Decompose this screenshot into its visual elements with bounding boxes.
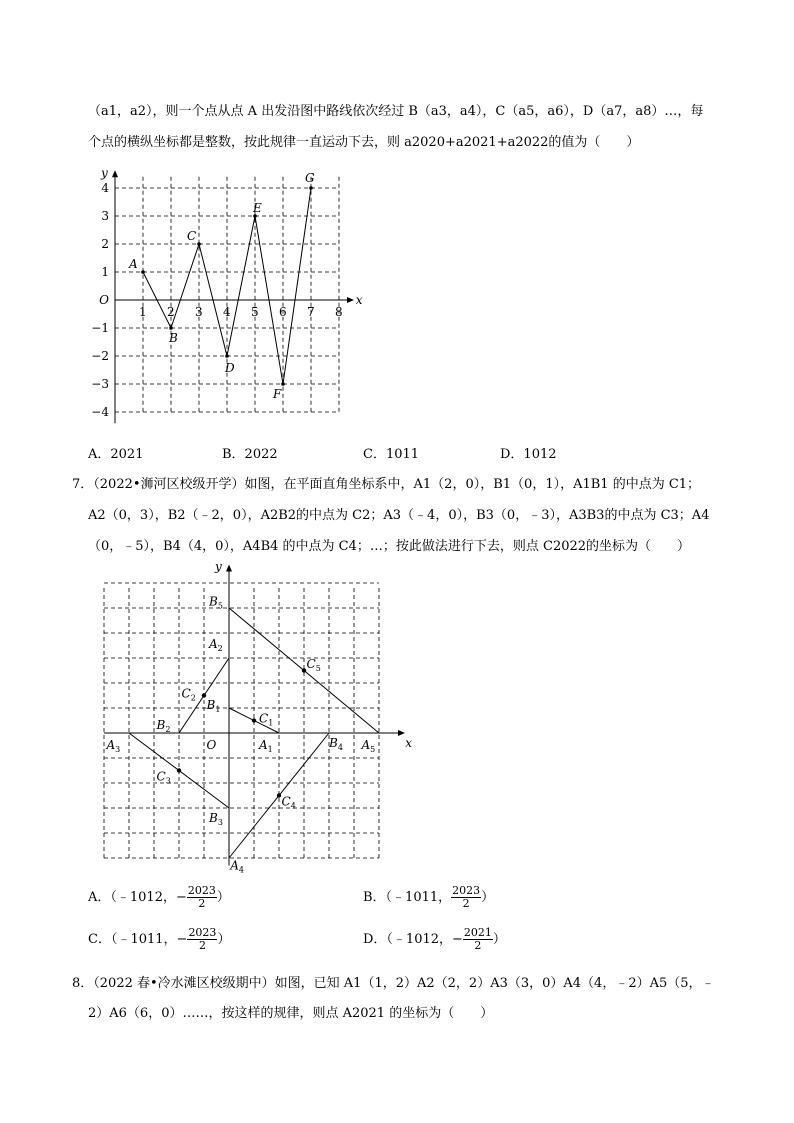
q6-point-label-G: G	[305, 171, 315, 185]
q6-y-axis-label: y	[101, 166, 108, 181]
q6-origin-label: O	[99, 293, 109, 307]
q7-label-C1: $C_1$	[259, 711, 274, 728]
q7-label-B2: $B_2$	[156, 718, 171, 734]
q6-choice-d[interactable]: D．1012	[500, 447, 557, 462]
q8-text-line-2: 2）A6（6，0）……，按这样的规律，则点 A2021 的坐标为（ ）	[88, 1006, 494, 1021]
q7-choice-d-fraction	[463, 927, 493, 952]
q7-choice-b[interactable]	[363, 885, 494, 910]
q6-y-tick-label: 1	[101, 265, 109, 279]
q6-x-axis-label: x	[355, 293, 363, 307]
q7-choice-b-num: 2023	[452, 884, 481, 897]
q7-label-B5: $B_5$	[209, 594, 223, 611]
q7-label-A4: $A_4$	[230, 858, 245, 875]
q7-label-B1: $B_1$	[206, 698, 221, 714]
q7-choice-a-num: 2023	[187, 884, 216, 897]
q7-choice-a-prefix: A．（﹣1012，−	[88, 890, 187, 905]
q6-zigzag-graph	[88, 163, 368, 425]
q7-midpoint-C1	[252, 718, 256, 722]
q7-label-B4: $B_4$	[329, 736, 343, 752]
q7-origin-label: O	[206, 738, 217, 752]
q6-point-label-C: C	[187, 229, 197, 243]
q6-grid	[115, 177, 339, 412]
q7-label-C5: $C_5$	[306, 657, 321, 673]
q7-labels	[106, 560, 413, 875]
q6-point-A	[141, 270, 145, 274]
q6-x-tick-label: 5	[251, 305, 259, 319]
q6-point-D	[225, 354, 229, 358]
q6-y-arrow	[112, 170, 118, 177]
q6-point-G	[309, 186, 313, 190]
q7-label-A2: $A_2$	[209, 637, 223, 653]
q6-choice-a[interactable]: A．2021	[88, 447, 144, 462]
q6-y-tick-label: −1	[91, 321, 109, 335]
q6-point-label-D: D	[225, 361, 235, 375]
q7-choice-c-prefix: C．（﹣1011，−	[88, 932, 188, 947]
q7-choice-c[interactable]	[88, 927, 230, 952]
q7-choice-b-fraction	[451, 885, 481, 910]
q7-choice-b-den: 2	[462, 897, 470, 910]
q7-text-line-3: （0，﹣5），B4（4，0），A4B4 的中点为 C4；…；按此做法进行下去，则点 C2022的坐标为（ ）	[88, 539, 691, 554]
q7-choice-d-num: 2021	[463, 926, 492, 939]
q7-x-axis-label: x	[405, 736, 413, 750]
q6-x-tick-label: 3	[195, 305, 203, 319]
q7-choice-c-den: 2	[198, 939, 206, 952]
q6-point-label-F: F	[273, 387, 282, 401]
q7-choice-c-fraction	[187, 927, 217, 952]
q6-text-line-2: 个点的横纵坐标都是整数，按此规律一直运动下去，则 a2020+a2021+a2022的值为（ ）	[88, 135, 640, 150]
q7-x-arrow	[398, 730, 405, 736]
q7-y-arrow	[226, 565, 232, 572]
q7-choice-b-suffix: ）	[481, 890, 495, 905]
q6-x-tick-label: 1	[139, 305, 147, 319]
q7-choice-d-suffix: ）	[492, 932, 506, 947]
q6-y-tick-label: −3	[91, 377, 109, 391]
q6-y-tick-label: 2	[101, 237, 109, 251]
q7-midpoint-graph	[95, 558, 415, 878]
q7-y-axis-label: y	[215, 559, 222, 574]
q6-axes	[112, 170, 354, 423]
q7-choice-a-den: 2	[198, 897, 206, 910]
q6-x-tick-label: 7	[307, 305, 315, 319]
q6-y-tick-label: −2	[91, 349, 109, 363]
q7-midpoint-C3	[177, 768, 181, 772]
q6-point-label-A: A	[129, 257, 138, 271]
q7-choice-c-num: 2023	[188, 926, 217, 939]
q6-choices	[88, 443, 688, 461]
q7-choice-d-den: 2	[474, 939, 482, 952]
q7-label-C2: $C_2$	[181, 686, 196, 703]
q6-point-F	[281, 382, 285, 386]
q7-choices	[88, 885, 688, 960]
q7-text-line-1: 7．（2022•浉河区校级开学）如图，在平面直角坐标系中，A1（2，0），B1（0，1），A1B1 的中点为 C1；	[72, 477, 701, 492]
q6-text-line-1: （a1，a2），则一个点从点 A 出发沿图中路线依次经过 B（a3，a4），C（a5，a6），D（a7，a8）…，每	[88, 104, 704, 119]
q6-point-label-E: E	[253, 201, 262, 215]
q7-axes	[104, 565, 405, 866]
q6-y-tick-label: 3	[101, 209, 109, 223]
q6-x-tick-label: 6	[279, 305, 287, 319]
q7-label-B3: $B_3$	[209, 811, 223, 827]
q6-x-tick-label: 2	[167, 305, 175, 319]
q6-point-B	[169, 326, 173, 330]
q7-label-C3: $C_3$	[156, 769, 171, 786]
q7-choice-a-fraction	[187, 885, 217, 910]
q7-label-A5: $A_5$	[361, 738, 376, 754]
q7-choice-d-prefix: D．（﹣1012，−	[363, 932, 463, 947]
q7-choice-a-suffix: ）	[216, 890, 230, 905]
q6-x-arrow	[347, 297, 354, 303]
q7-choice-b-prefix: B．（﹣1011，	[363, 890, 452, 905]
q7-text-line-2: A2（0，3），B2（﹣2，0），A2B2的中点为 C2；A3（﹣4，0），B3（0，﹣3），A3B3的中点为 C3；A4	[88, 508, 710, 523]
q7-grid	[104, 583, 379, 858]
q6-point-C	[197, 242, 201, 246]
q7-label-C4: $C_4$	[281, 794, 296, 811]
q8-text-line-1: 8．（2022 春•冷水滩区校级期中）如图，已知 A1（1，2）A2（2，2）A3（3，0）A4（4，﹣2）A5（5，﹣	[72, 976, 715, 991]
q7-label-A3: $A_3$	[106, 738, 121, 754]
q6-choice-b[interactable]: B．2022	[222, 447, 278, 462]
q7-choice-a[interactable]	[88, 885, 230, 910]
q6-y-tick-label: 4	[101, 181, 109, 195]
q7-choice-d[interactable]	[363, 927, 506, 952]
q6-x-tick-label: 4	[223, 305, 231, 319]
q6-y-tick-label: −4	[91, 405, 109, 419]
q7-label-A1: $A_1$	[259, 738, 273, 754]
q7-choice-c-suffix: ）	[217, 932, 231, 947]
q6-point-label-B: B	[169, 331, 178, 345]
q6-x-tick-label: 8	[335, 305, 343, 319]
q6-choice-c[interactable]: C．1011	[363, 447, 420, 462]
